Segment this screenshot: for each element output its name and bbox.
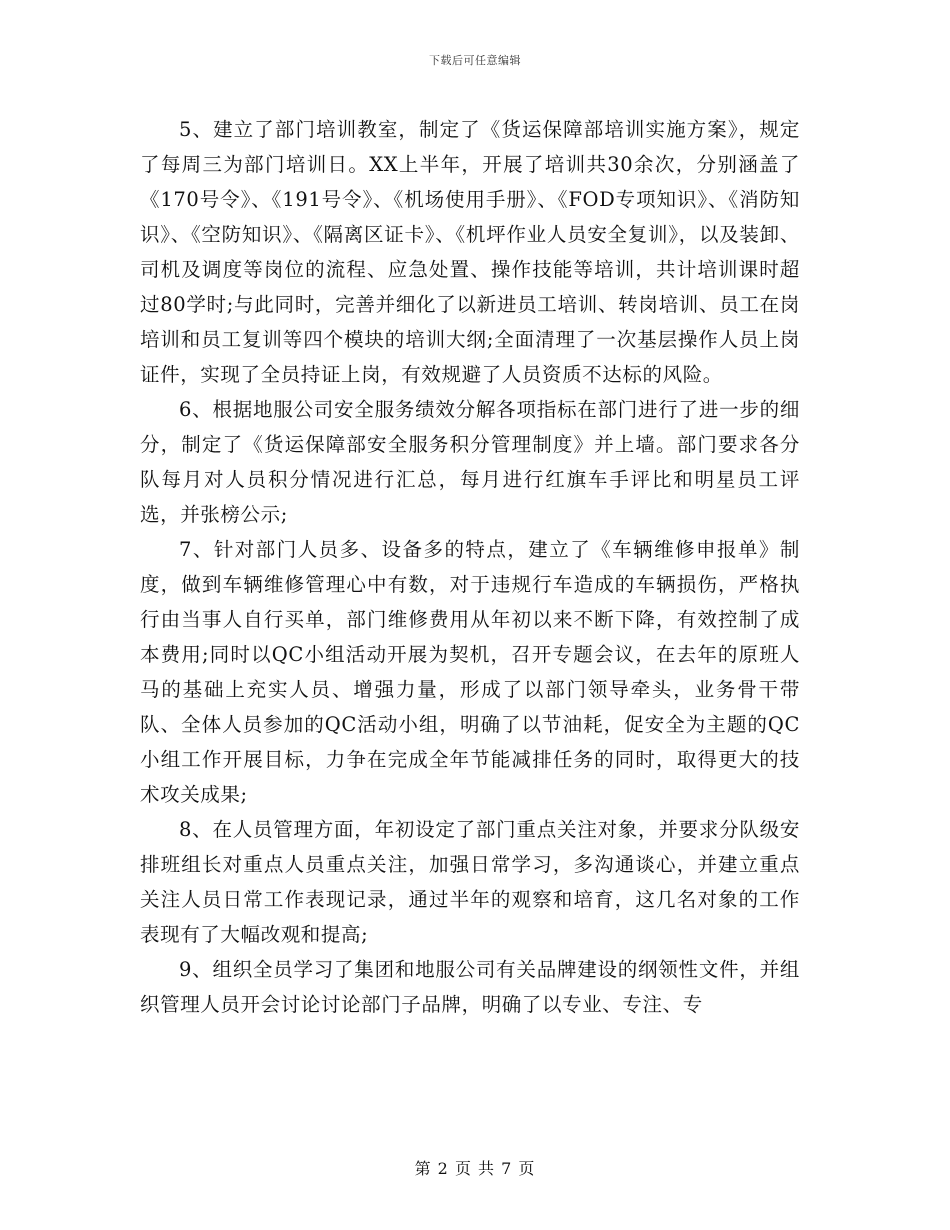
- page-number: 第 2 页 共 7 页: [414, 1159, 536, 1178]
- paragraph-6: 6、根据地服公司安全服务绩效分解各项指标在部门进行了进一步的细分，制定了《货运保障部安全服务积分管理制度》并上墙。部门要求各分队每月对人员积分情况进行汇总，每月进行红旗车手评比和明星员工评选，并张榜公示;: [140, 398, 800, 526]
- document-body: [140, 112, 800, 1022]
- page-header: 下载后可任意编辑: [429, 54, 521, 67]
- paragraph-9: 9、组织全员学习了集团和地服公司有关品牌建设的纲领性文件，并组织管理人员开会讨论讨论部门子品牌，明确了以专业、专注、专: [140, 958, 800, 1016]
- paragraph-8: 8、在人员管理方面，年初设定了部门重点关注对象，并要求分队级安排班组长对重点人员重点关注，加强日常学习，多沟通谈心，并建立重点关注人员日常工作表现记录，通过半年的观察和培育，这几名对象的工作表现有了大幅改观和提高;: [140, 818, 800, 946]
- paragraph-7: 7、针对部门人员多、设备多的特点，建立了《车辆维修申报单》制度，做到车辆维修管理心中有数，对于违规行车造成的车辆损伤，严格执行由当事人自行买单，部门维修费用从年初以来不断下降，有效控制了成本费用;同时以QC小组活动开展为契机，召开专题会议，在去年的原班人马的基础上充实人员、增强力量，形成了以部门领导牵头，业务骨干带队、全体人员参加的QC活动小组，明确了以节油耗，促安全为主题的QC小组工作开展目标，力争在完成全年节能减排任务的同时，取得更大的技术攻关成果;: [140, 538, 800, 806]
- paragraph-5: 5、建立了部门培训教室，制定了《货运保障部培训实施方案》，规定了每周三为部门培训日。XX上半年，开展了培训共30余次，分别涵盖了《170号令》、《191号令》、《机场使用手册》、《FOD专项知识》、《消防知识》、《空防知识》、《隔离区证卡》、《机坪作业人员安全复训》，以及装卸、司机及调度等岗位的流程、应急处置、操作技能等培训，共计培训课时超过80学时;与此同时，完善并细化了以新进员工培训、转岗培训、员工在岗培训和员工复训等四个模块的培训大纲;全面清理了一次基层操作人员上岗证件，实现了全员持证上岗，有效规避了人员资质不达标的风险。: [140, 118, 800, 386]
